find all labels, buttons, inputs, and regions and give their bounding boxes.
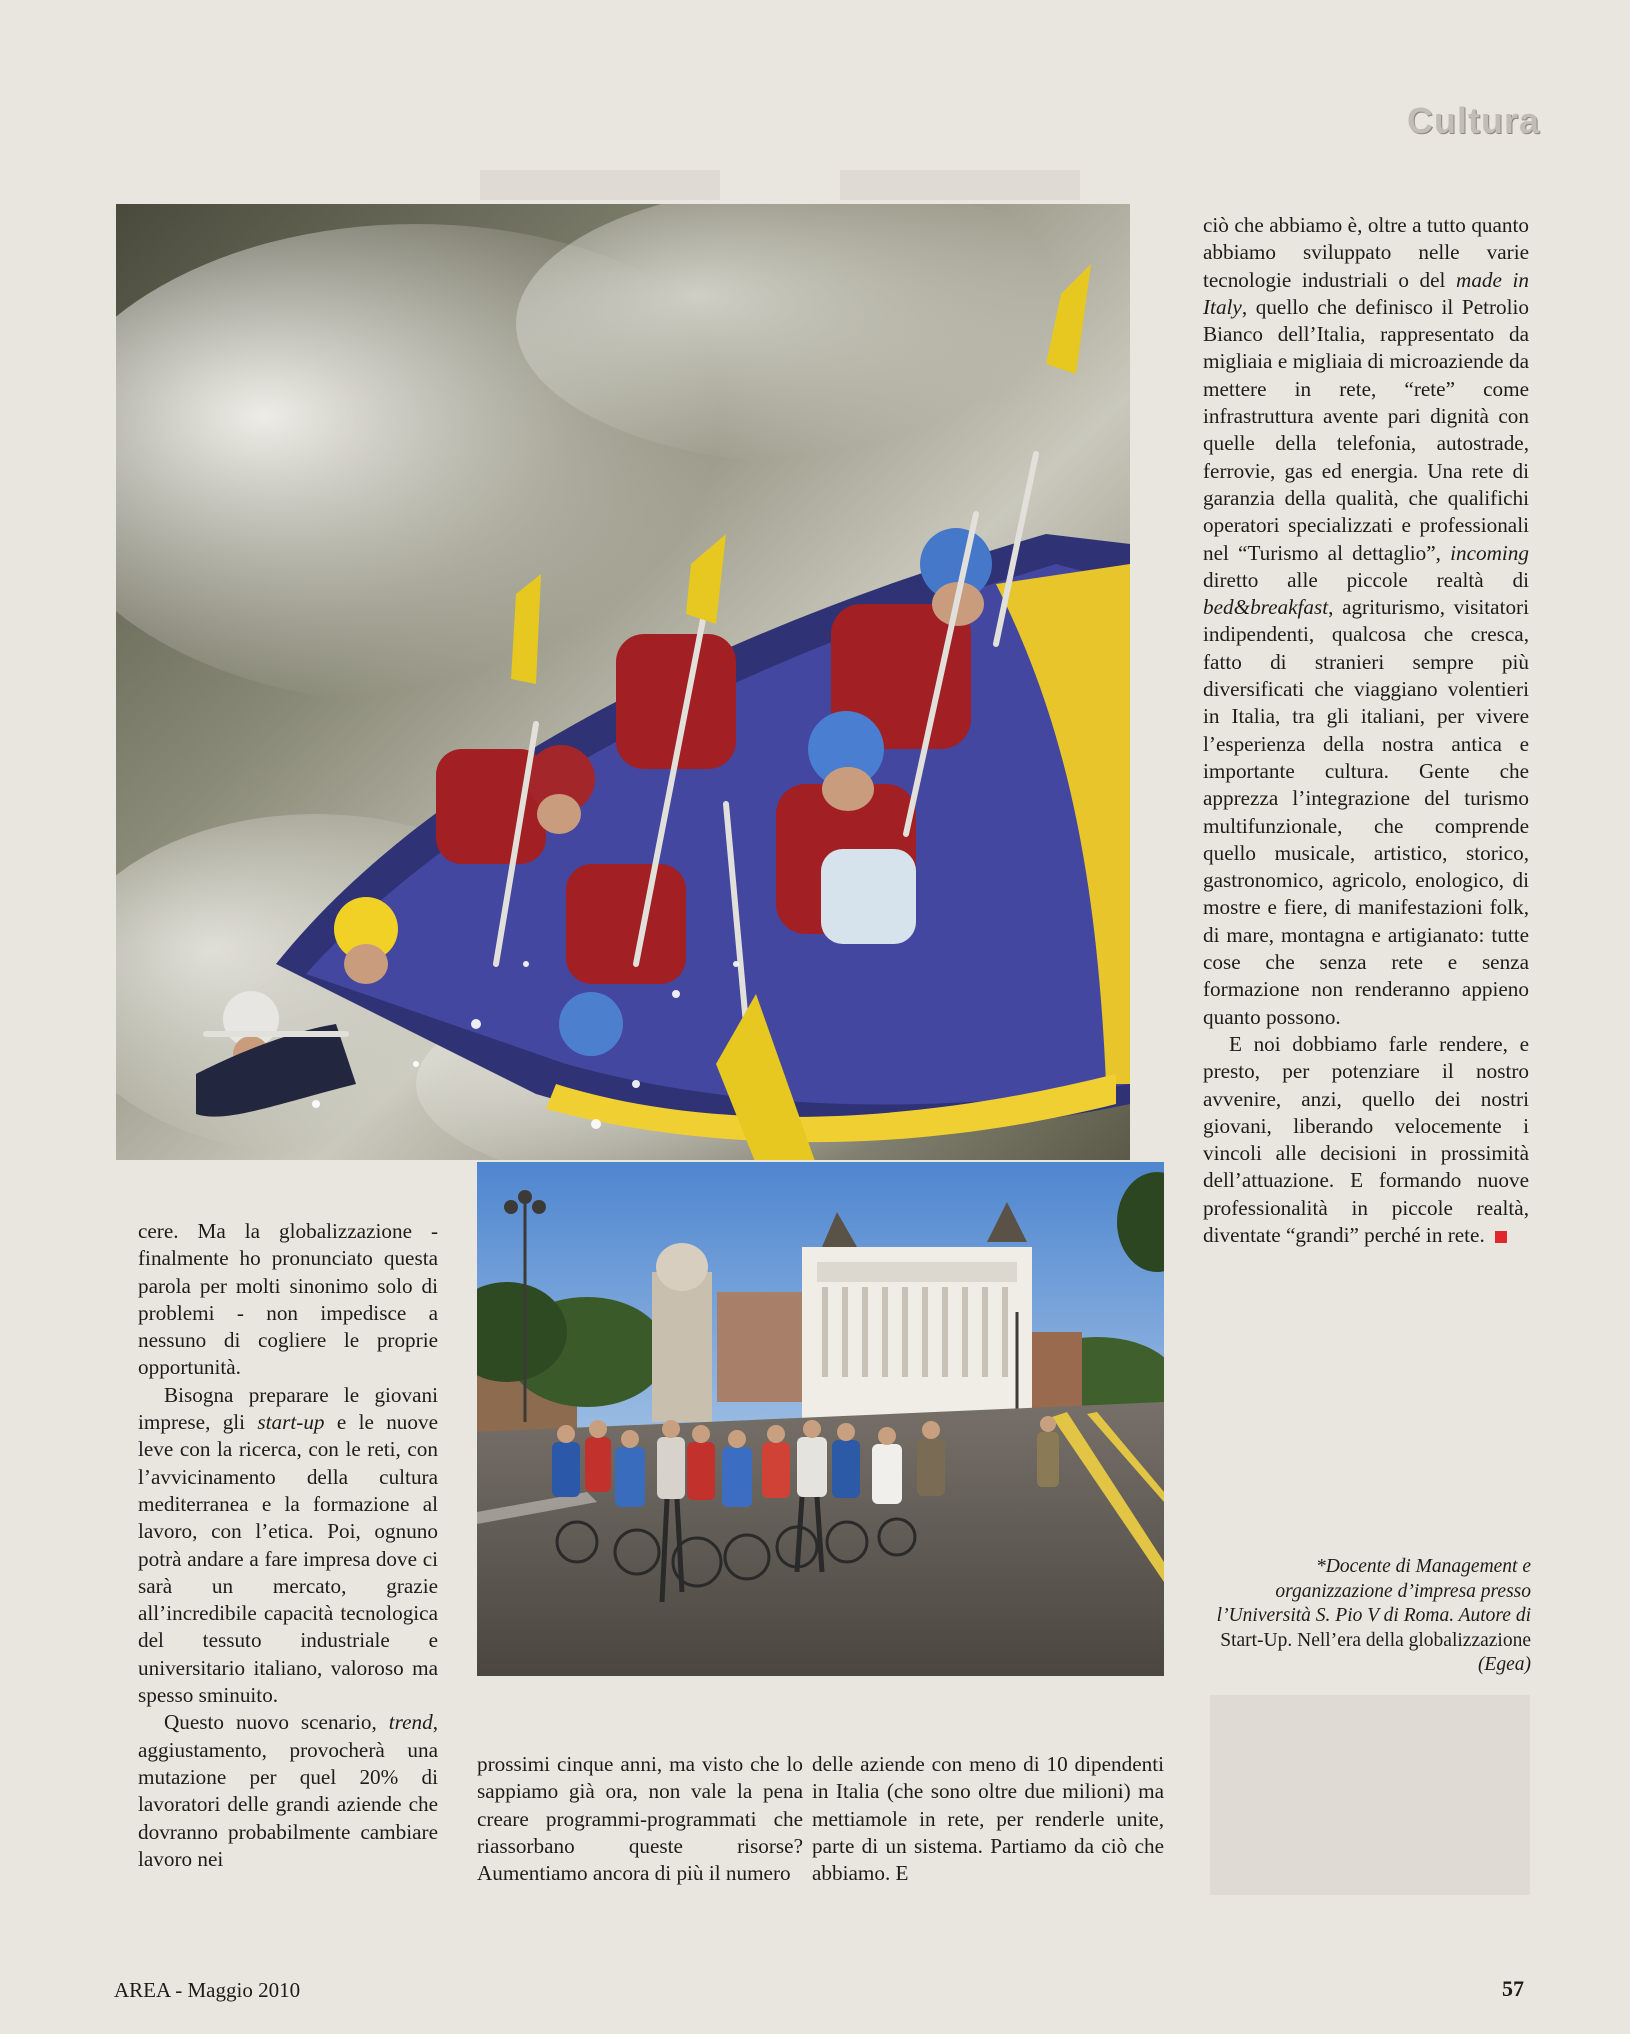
paragraph: Bisogna preparare le giovani imprese, gli start-up e le nuove leve con la ricerca, con le reti, con l’avvicinamento della cultura mediterranea e la formazione al lavoro, con l’etica. Poi, ognuno potrà andare a fare impresa dove ci sarà un mercato, grazie all’incredibile capacità tecnologica del tessuto industriale e universitario italiano, valoroso ma spesso sminuito. [138, 1382, 438, 1708]
article-column-middle-2 [812, 1751, 1164, 1887]
rafting-photo [116, 204, 1130, 1160]
rome-bicycle-photo [477, 1162, 1164, 1676]
section-title: Cultura [1407, 100, 1540, 141]
show-through [840, 170, 1080, 200]
paragraph: cere. Ma la globalizzazione - finalmente ho pronunciato questa parola per molti sinonimo solo di problemi - non impedisce a nessuno di cogliere le proprie opportunità. [138, 1219, 438, 1380]
magazine-footer: AREA - Maggio 2010 [114, 1978, 301, 2002]
paragraph: E noi dobbiamo farle rendere, e presto, per potenziare il nostro avvenire, anzi, quello dei nostri giovani, liberando velocemente i vincoli alle decisioni in prossimità dell’attuazione. E formando nuove professionalità in piccole realtà, diventate “grandi” perché in rete. [1203, 1031, 1529, 1247]
end-mark-icon [1495, 1231, 1507, 1243]
paragraph: ciò che abbiamo è, oltre a tutto quanto abbiamo sviluppato nelle varie tecnologie industriali o del made in Italy, quello che definisco il Petrolio Bianco dell’Italia, rappresentato da migliaia e migliaia di microaziende da mettere in rete, “rete” come infrastruttura avente pari dignità con quelle della telefonia, autostrade, ferrovie, gas ed energia. Una rete di garanzia della qualità, che qualifichi operatori specializzati e professionali nel “Turismo al dettaglio”, incoming diretto alle piccole realtà di bed&breakfast, agriturismo, visitatori indipendenti, qualcosa che cresca, fatto di stranieri sempre più diversificati che viaggiano volentieri in Italia, tra gli italiani, per vivere l’esperienza della nostra antica e importante cultura. Gente che apprezza l’integrazione del turismo multifunzionale, che comprende quello musicale, artistico, storico, gastronomico, agricolo, enologico, di mostre e fiere, di manifestazioni folk, di mare, montagna e artigianato: tutte cose che senza rete e senza formazione non renderanno appieno quanto possono. [1203, 213, 1529, 1029]
article-column-middle [477, 1751, 803, 1887]
article-column-right [1203, 212, 1529, 1249]
paragraph: prossimi cinque anni, ma visto che lo sappiamo già ora, non vale la pena creare programmi-programmati che riassorbano queste risorse? Aumentiamo ancora di più il numero [477, 1752, 803, 1886]
author-footnote: *Docente di Management e organizzazione d’impresa presso l’Università S. Pio V di Roma. Autore di Start-Up. Nell’era della globalizzazione (Egea) [1216, 1556, 1531, 1675]
show-through [1210, 1695, 1530, 1895]
paragraph: Questo nuovo scenario, trend, aggiustamento, provocherà una mutazione per quel 20% di lavoratori delle grandi aziende che dovranno probabilmente cambiare lavoro nei [138, 1710, 438, 1871]
show-through [480, 170, 720, 200]
paragraph: delle aziende con meno di 10 dipendenti in Italia (che sono oltre due milioni) ma mettiamole in rete, per renderle unite, parte di un sistema. Partiamo da ciò che abbiamo. E [812, 1752, 1164, 1886]
page-number: 57 [1502, 1976, 1524, 2001]
article-column-left [138, 1218, 438, 1873]
